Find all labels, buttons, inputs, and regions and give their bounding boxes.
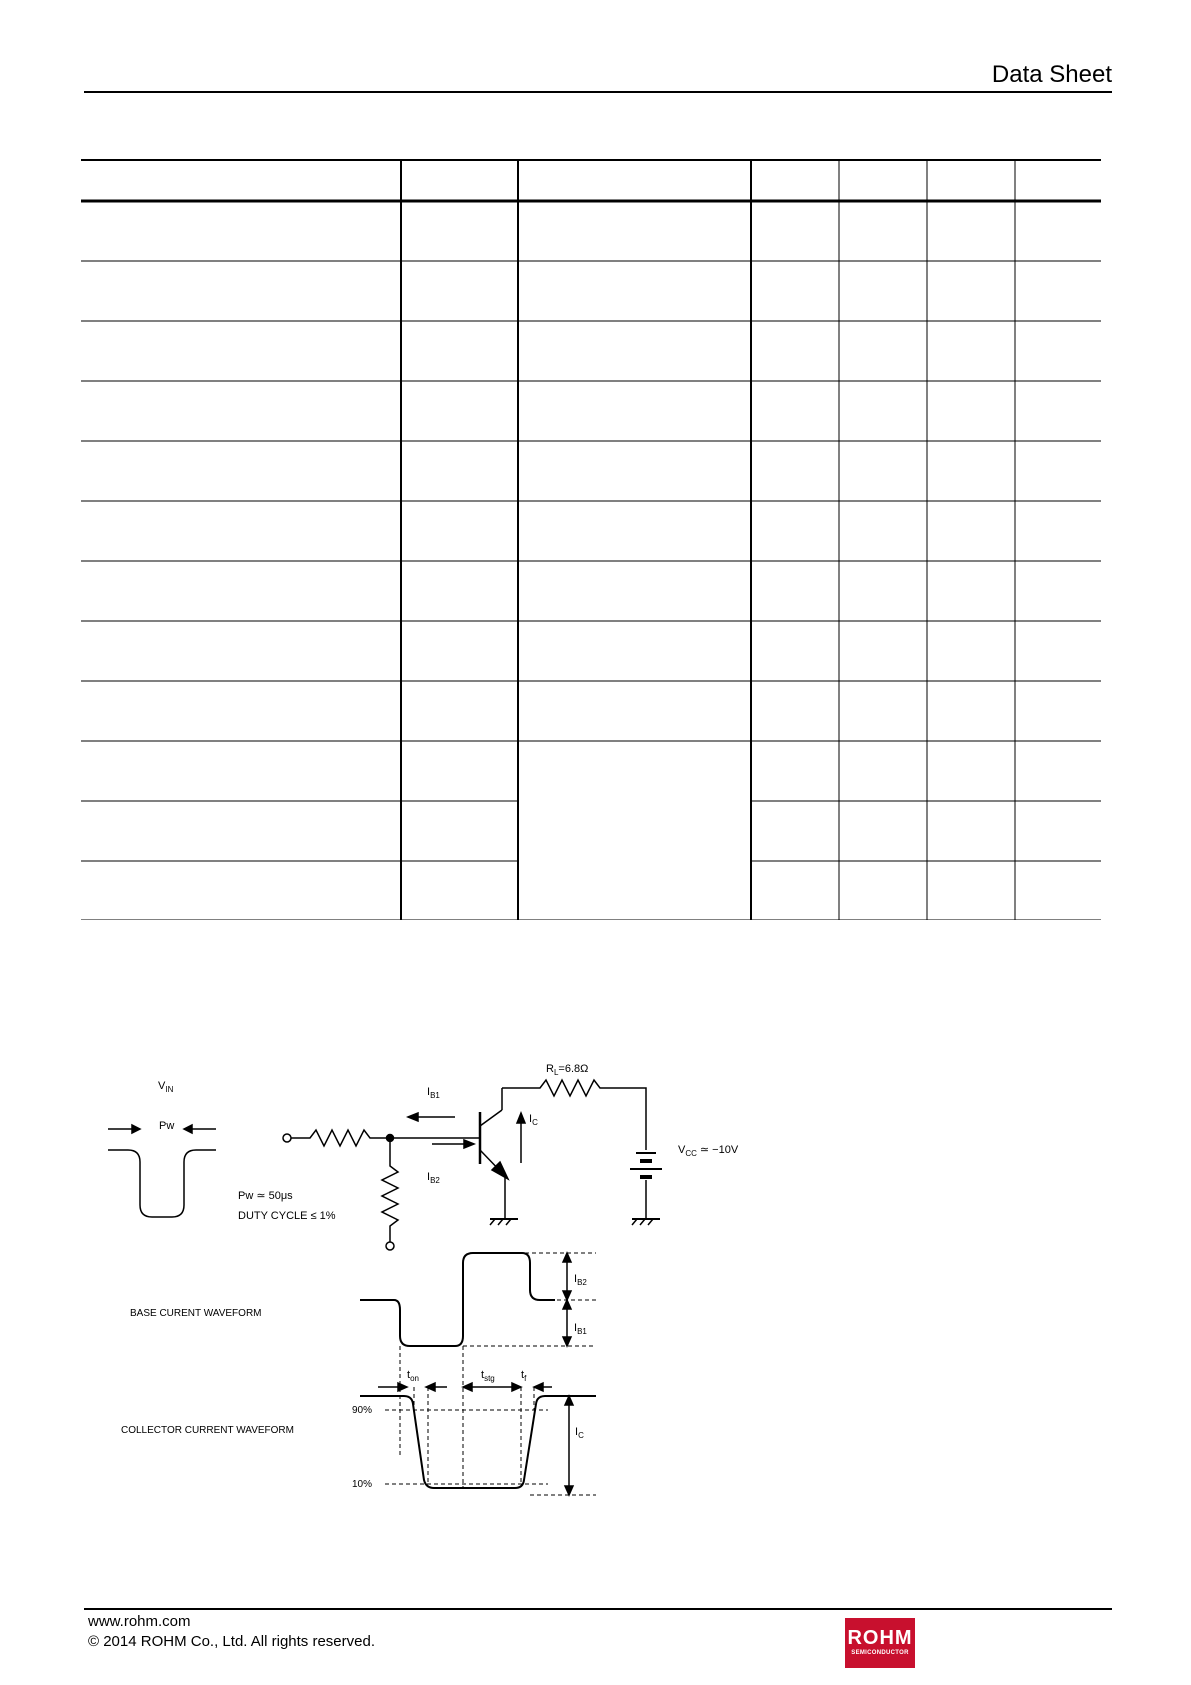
pnp-transistor [480,1088,508,1219]
tf-label: $t_f$ [521,1369,527,1383]
logo-sub-text: SEMICONDUCTOR [851,1650,909,1656]
ib2-label: $I_{B2}$ [427,1171,440,1185]
footer-url[interactable]: www.rohm.com [88,1613,191,1630]
ic-label: $I_C$ [529,1113,538,1127]
duty-note: DUTY CYCLE ≤ 1% [238,1210,336,1222]
pw-note: Pw ≃ 50μs [238,1190,293,1202]
header-title: Data Sheet [991,61,1112,88]
base-current-trace [360,1253,555,1346]
wave-ic-label: $I_C$ [575,1426,584,1440]
footer-copyright: © 2014 ROHM Co., Ltd. All rights reserved. [88,1633,375,1650]
bottom-terminal [386,1242,394,1250]
vcc-label: $V_{CC}$ ≃ −10V [678,1144,739,1158]
ton-label: $t_{on}$ [407,1369,419,1383]
pulldown-resistor [382,1138,398,1242]
vcc-battery [630,1153,662,1225]
emitter-ground [490,1219,518,1225]
vin-label: $V_{IN}$ [158,1080,174,1094]
tstg-label: $t_{stg}$ [481,1369,495,1383]
wave-ib1-label: $I_{B1}$ [574,1322,587,1336]
rl-label: $R_L=6.8\Omega$ [546,1063,589,1077]
collector-waveform-label: COLLECTOR CURRENT WAVEFORM [121,1425,294,1436]
base-waveform-label: BASE CURENT WAVEFORM [130,1308,262,1319]
pw-label: Pw [159,1120,175,1132]
vin-pulse [108,1150,216,1217]
pct90-label: 90% [352,1405,373,1416]
footer-rule [84,1608,1112,1610]
ib1-label: $I_{B1}$ [427,1086,440,1100]
pct10-label: 10% [352,1479,373,1490]
load-resistor [502,1080,646,1150]
wave-ib2-label: $I_{B2}$ [574,1273,587,1287]
collector-guides [385,1387,596,1495]
rohm-logo [845,1618,915,1668]
input-terminal [283,1134,291,1142]
logo-main-text: ROHM [847,1627,913,1649]
